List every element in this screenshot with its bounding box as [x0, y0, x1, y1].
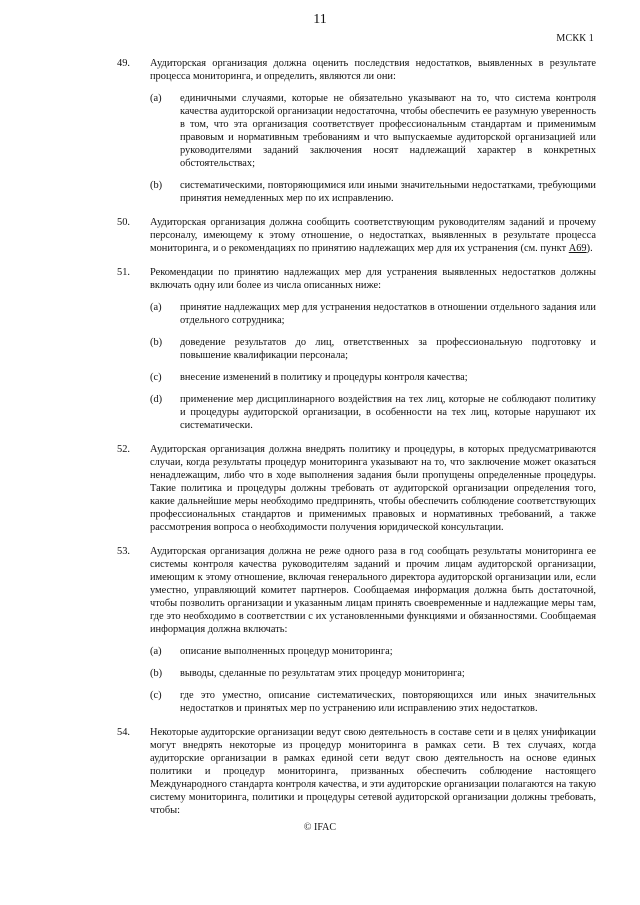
document-code: МСКК 1: [556, 33, 594, 44]
paragraph-text: [150, 216, 596, 255]
paragraph-51: [117, 266, 596, 432]
list-item-label: (c): [150, 372, 162, 383]
list-item: [150, 179, 596, 205]
list-item-text: описание выполненных процедур мониторинга;: [180, 646, 393, 657]
paragraph-number: 49.: [117, 58, 130, 69]
paragraph-number: 50.: [117, 217, 130, 228]
paragraph-text: Аудиторская организация должна не реже одного раза в год сообщать результаты мониторинга ее системы контроля качества руководителям заданий и прочим лицам аудиторской организации, имеющим к этому отношение, включая генерального директора аудиторской организации или, если уместно, управляющий комитет партнеров. Сообщаемая информация должна быть достаточной, чтобы позволить организации и указанным лицам принять своевременные и надлежащие меры там, где это необходимо в соответствии с их установленными функциями и обязанностями. Сообщаемая информация должна включать:: [150, 546, 596, 635]
paragraph-number: 52.: [117, 444, 130, 455]
list-item-label: (c): [150, 690, 162, 701]
paragraph-text: Аудиторская организация должна внедрять политику и процедуры, в которых предусматриваются случаи, когда результаты процедур мониторинга указывают на то, что заключение может оказаться ненадлежащим, либо что в ходе выполнения задания были пропущены определенные процедуры. Такие политика и процедуры должны требовать от аудиторской организации определения того, какие дальнейшие меры необходимо предпринять, чтобы обеспечить соблюдение соответствующих профессиональных стандартов и применимых правовых и нормативных требований, а также рассмотрения вопроса о необходимости получения юридической консультации.: [150, 444, 596, 533]
list-item-text: выводы, сделанные по результатам этих процедур мониторинга;: [180, 668, 465, 679]
list-item: [150, 301, 596, 327]
paragraph-49: [117, 57, 596, 205]
list-item-text: применение мер дисциплинарного воздействия на тех лиц, которые не соблюдают политику и процедуры аудиторской организации, в особенности на тех лиц, которые нарушают их систематически.: [180, 394, 596, 431]
list-item-text: доведение результатов до лиц, ответственных за профессиональную подготовку и повышение квалификации персонала;: [180, 337, 596, 361]
list-item-label: (a): [150, 302, 162, 313]
paragraph-number: 54.: [117, 727, 130, 738]
list-item: [150, 667, 596, 680]
list-item-label: (a): [150, 93, 162, 104]
paragraph-50: [117, 216, 596, 255]
list-item-label: (d): [150, 394, 163, 405]
list-item-text: где это уместно, описание систематических, повторяющихся или иных значительных недостатков и принятых мер по устранению или исправлению этих недостатков.: [180, 690, 596, 714]
list-item: [150, 689, 596, 715]
cross-reference-link[interactable]: A69: [568, 243, 587, 254]
list-item: [150, 92, 596, 170]
copyright-footer: © IFAC: [303, 822, 337, 833]
list-item-text: внесение изменений в политику и процедуры контроля качества;: [180, 372, 468, 383]
list-item: [150, 645, 596, 658]
list-item-text: принятие надлежащих мер для устранения недостатков в отношении отдельного задания или отдельного сотрудника;: [180, 302, 596, 326]
paragraph-53: [117, 545, 596, 715]
list-item-label: (a): [150, 646, 162, 657]
list-item-label: (b): [150, 337, 163, 348]
paragraph-54: [117, 726, 596, 817]
paragraph-number: 53.: [117, 546, 130, 557]
list-item-text: единичными случаями, которые не обязательно указывают на то, что система контроля качества аудиторской организации недостаточна, чтобы обеспечить ее разумную уверенность в том, что эта организация соответствует профессиональным стандартам и применимым правовым и нормативным требованиям и что выпускаемые аудиторской организацией или руководителями заданий заключения носят надлежащий характер в конкретных обстоятельствах;: [180, 93, 596, 169]
document-body: [117, 57, 596, 828]
list-item: [150, 336, 596, 362]
page-number: 11: [313, 12, 327, 27]
paragraph-text-tail: ).: [586, 243, 593, 254]
paragraph-text: Некоторые аудиторские организации ведут свою деятельность в составе сети и в целях унификации могут внедрять некоторые из процедур мониторинга в рамках сети. В тех случаях, когда аудиторские организации в рамках единой сети ведут свою деятельность на основе единых политики и процедур мониторинга, призванных обеспечить соблюдение настоящего Международного стандарта контроля качества, и эти аудиторские организации полагаются на такую систему мониторинга, политики и процедуры сетевой аудиторской организации должны требовать, чтобы:: [150, 727, 596, 816]
paragraph-52: [117, 443, 596, 534]
list-item: [150, 371, 596, 384]
list-item-label: (b): [150, 668, 163, 679]
list-item-text: систематическими, повторяющимися или иными значительными недостатками, требующими принятия немедленных мер по их исправлению.: [180, 180, 596, 204]
paragraph-text: Рекомендации по принятию надлежащих мер для устранения выявленных недостатков должны включать одну или более из числа описанных ниже:: [150, 267, 596, 291]
paragraph-text: Аудиторская организация должна оценить последствия недостатков, выявленных в результате процесса мониторинга, и определить, являются ли они:: [150, 58, 596, 82]
paragraph-number: 51.: [117, 267, 130, 278]
list-item-label: (b): [150, 180, 163, 191]
list-item: [150, 393, 596, 432]
paragraph-text-main: Аудиторская организация должна сообщить соответствующим руководителям заданий и прочему персоналу, имеющему к этому отношение, о недостатках, выявленных в результате процесса мониторинга, и о рекомендациях по принятию надлежащих мер для их устранения (см. пункт: [150, 217, 596, 254]
